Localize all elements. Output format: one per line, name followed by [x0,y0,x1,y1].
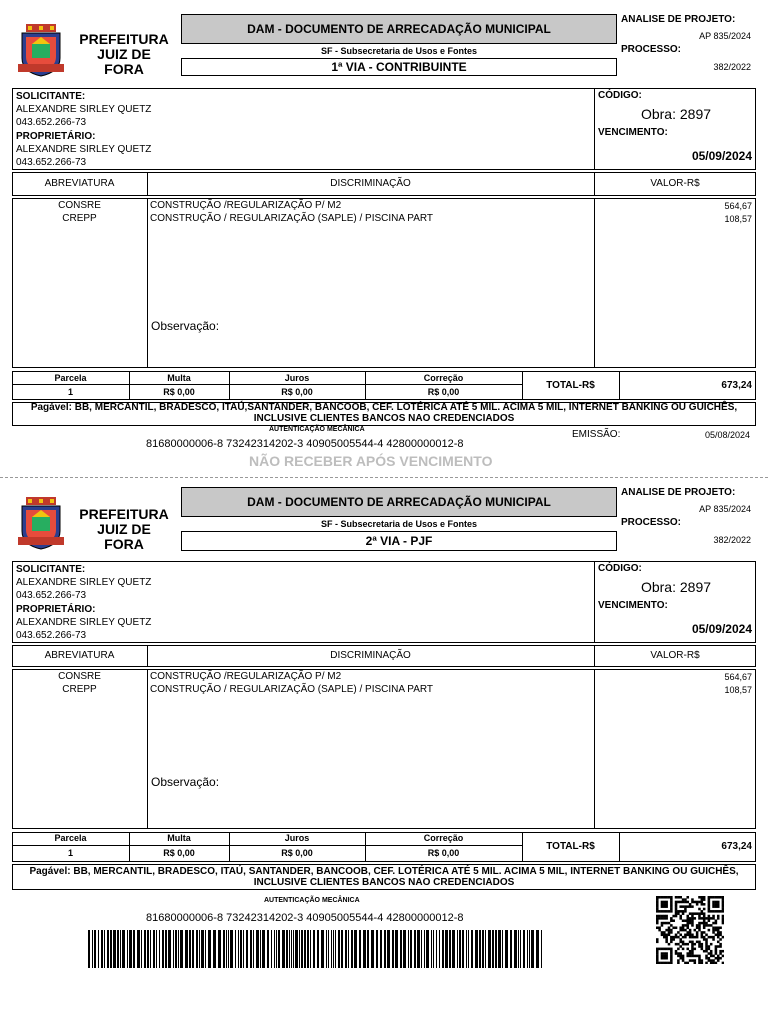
item-abrev: CREPP [62,213,97,224]
header-valor: VALOR-R$ [650,650,700,661]
autenticacao-label: AUTENTICAÇÃO MECÂNICA [269,426,365,433]
solicitante-label: SOLICITANTE: [16,91,86,102]
item-disc: CONSTRUÇÃO /REGULARIZAÇÃO P/ M2 [150,200,342,211]
solicitante-doc: 043.652.266-73 [16,117,87,129]
proprietario-label: PROPRIETÁRIO: [16,130,96,142]
qr-code [656,896,724,964]
header-discriminacao: DISCRIMINAÇÃO [330,178,411,189]
item-abrev: CONSRE [58,671,101,682]
doc-title: DAM - DOCUMENTO DE ARRECADAÇÃO MUNICIPAL [181,487,617,517]
via-label: 2ª VIA - PJF [181,531,617,551]
header-valor: VALOR-R$ [650,178,700,189]
item-valor: 108,57 [724,685,752,695]
proprietario-name: ALEXANDRE SIRLEY QUETZ [16,616,152,628]
processo-label: PROCESSO: [621,44,682,55]
multa-value: R$ 0,00 [163,387,195,397]
emissao-label: EMISSÃO: [572,429,621,440]
coat-of-arms-logo [18,497,64,551]
parcela-value: 1 [67,387,73,397]
item-disc: CONSTRUÇÃO /REGULARIZAÇÃO P/ M2 [150,671,342,682]
analise-value: AP 835/2024 [699,504,751,514]
observacao-label: Observação: [151,319,220,333]
pagavel-note: Pagável: BB, MERCANTIL, BRADESCO, ITAÚ,SANTANDER, BANCOOB, CEF. LOTÉRICA ATÉ 5 MIL. ACIMA 5 MIL, INTERNET BANKING OU GUICHÊS, INCLUSIVE CLIENTES BANCOS NAO CREDENCIADOS [12,402,756,426]
org-name-line1: PREFEITURA [79,506,169,522]
correcao-value: R$ 0,00 [427,387,460,397]
linha-digitavel: 81680000006-8 73242314202-3 40905005544-4 42800000012-8 [146,438,464,450]
parcela-label: Parcela [54,373,87,383]
juros-label: Juros [284,833,310,843]
item-disc: CONSTRUÇÃO / REGULARIZAÇÃO (SAPLE) / PISCINA PART [150,684,434,695]
cut-line [0,477,768,478]
item-abrev: CONSRE [58,200,101,211]
nao-receber-warning: NÃO RECEBER APÓS VENCIMENTO [249,453,493,469]
proprietario-name: ALEXANDRE SIRLEY QUETZ [16,143,152,155]
vencimento-label: VENCIMENTO: [598,600,668,611]
multa-label: Multa [167,833,191,843]
processo-value: 382/2022 [713,62,751,72]
header-discriminacao: DISCRIMINAÇÃO [330,650,411,661]
pagavel-note: Pagável: BB, MERCANTIL, BRADESCO, ITAÚ, SANTANDER, BANCOOB, CEF. LOTÉRICA ATÉ 5 MIL. ACIMA 5 MIL, INTERNET BANKING OU GUICHÊS, INCLUSIVE CLIENTES BANCOS NAO CREDENCIADOS [12,864,756,890]
codigo-label: CÓDIGO: [598,563,642,574]
codigo-value: Obra: 2897 [640,579,712,595]
coat-of-arms-logo [18,24,64,78]
item-abrev: CREPP [62,684,97,695]
parcela-value: 1 [67,848,73,858]
doc-title: DAM - DOCUMENTO DE ARRECADAÇÃO MUNICIPAL [181,14,617,44]
vencimento-label: VENCIMENTO: [598,127,668,138]
total-label: TOTAL-R$ [546,841,595,852]
subsecretaria: SF - Subsecretaria de Usos e Fontes [320,519,478,529]
analise-label: ANALISE DE PROJETO: [621,487,736,498]
processo-value: 382/2022 [713,535,751,545]
header-abreviatura: ABREVIATURA [44,650,115,661]
parcela-label: Parcela [54,833,87,843]
org-name-line1: PREFEITURA [79,31,169,47]
vencimento-value: 05/09/2024 [691,622,752,636]
org-name-line2: JUIZ DE FORA [97,521,151,552]
juros-label: Juros [284,373,310,383]
analise-value: AP 835/2024 [699,31,751,41]
proprietario-doc: 043.652.266-73 [16,157,87,169]
processo-label: PROCESSO: [621,517,682,528]
autenticacao-label: AUTENTICAÇÃO MECÂNICA [264,897,360,904]
analise-label: ANALISE DE PROJETO: [621,14,736,25]
org-name-line2: JUIZ DE FORA [97,46,151,77]
correcao-label: Correção [423,833,464,843]
subsecretaria: SF - Subsecretaria de Usos e Fontes [320,46,478,56]
multa-value: R$ 0,00 [163,848,195,858]
multa-label: Multa [167,373,191,383]
codigo-label: CÓDIGO: [598,90,642,101]
codigo-value: Obra: 2897 [640,106,712,122]
solicitante-name: ALEXANDRE SIRLEY QUETZ [16,104,152,116]
juros-value: R$ 0,00 [281,387,313,397]
correcao-label: Correção [423,373,464,383]
item-valor: 108,57 [724,214,752,224]
item-valor: 564,67 [724,201,752,211]
solicitante-label: SOLICITANTE: [16,564,86,575]
juros-value: R$ 0,00 [281,848,313,858]
barcode [88,930,548,968]
header-abreviatura: ABREVIATURA [44,178,115,189]
total-value: 673,24 [721,380,752,391]
item-disc: CONSTRUÇÃO / REGULARIZAÇÃO (SAPLE) / PISCINA PART [150,213,434,224]
total-label: TOTAL-R$ [546,380,595,391]
correcao-value: R$ 0,00 [427,848,460,858]
emissao-value: 05/08/2024 [704,430,750,440]
proprietario-doc: 043.652.266-73 [16,630,87,642]
via-label: 1ª VIA - CONTRIBUINTE [181,58,617,76]
solicitante-name: ALEXANDRE SIRLEY QUETZ [16,577,152,589]
linha-digitavel: 81680000006-8 73242314202-3 40905005544-4 42800000012-8 [146,912,464,924]
item-valor: 564,67 [724,672,752,682]
proprietario-label: PROPRIETÁRIO: [16,603,96,615]
observacao-label: Observação: [151,775,220,789]
solicitante-doc: 043.652.266-73 [16,590,87,602]
total-value: 673,24 [721,841,752,852]
vencimento-value: 05/09/2024 [691,149,752,163]
